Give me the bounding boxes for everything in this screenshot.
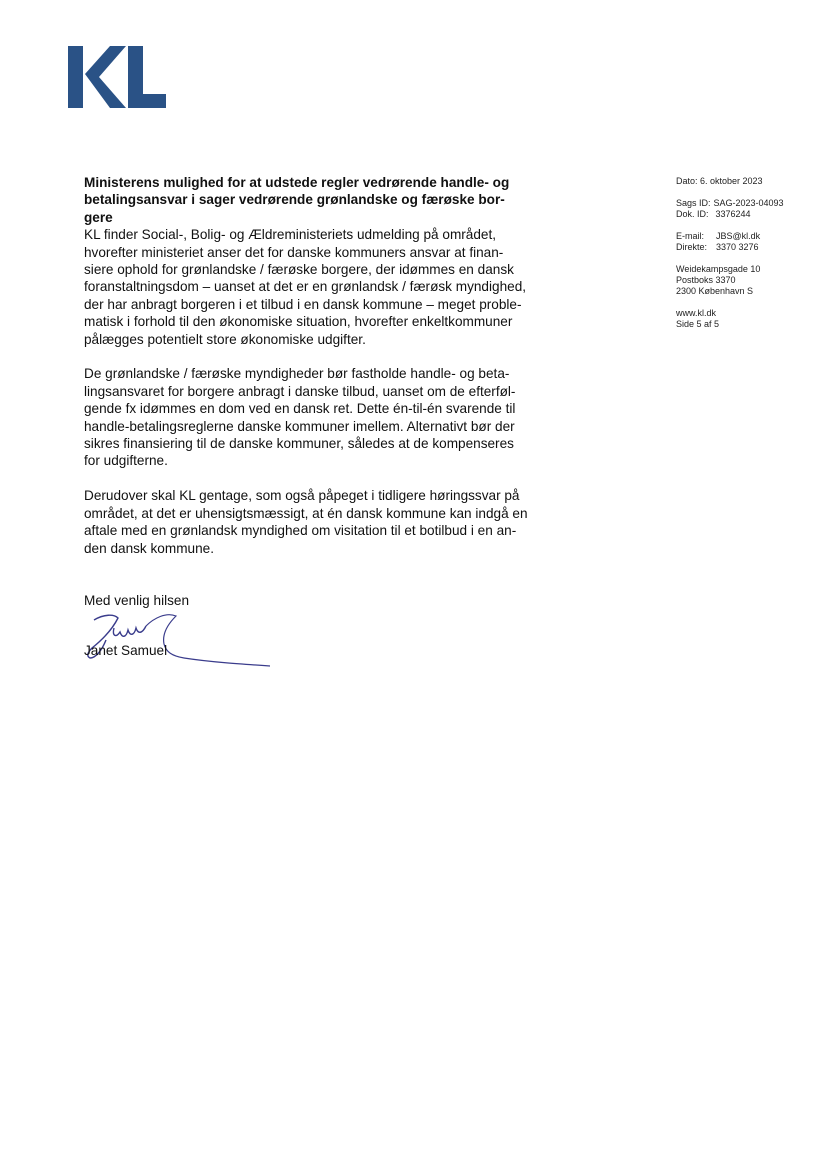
- letter-body: [84, 174, 569, 574]
- text-line: De grønlandske / færøske myndigheder bør fastholde handle- og beta-: [84, 366, 510, 382]
- address-line: 2300 København S: [676, 286, 754, 296]
- title-line: gere: [84, 209, 113, 225]
- sags-id-label: Sags ID:: [676, 198, 711, 208]
- sags-id-value: SAG-2023-04093: [713, 198, 784, 208]
- text-line: matisk i forhold til den økonomiske situation, hvorefter enkeltkommuner: [84, 314, 513, 330]
- direkte-value: 3370 3276: [716, 242, 759, 252]
- website-link[interactable]: www.kl.dk: [676, 308, 717, 318]
- text-line: sikres finansiering til de danske kommuner, således at de kompenseres: [84, 436, 514, 452]
- text-line: for udgifterne.: [84, 453, 168, 469]
- paragraph-3: [84, 487, 569, 557]
- text-line: pålægges potentielt store økonomiske udgifter.: [84, 331, 366, 347]
- email-value[interactable]: JBS@kl.dk: [716, 231, 761, 241]
- kl-logo: [68, 46, 168, 108]
- paragraph-2: [84, 365, 569, 469]
- page-number: Side 5 af 5: [676, 319, 720, 329]
- title-line: Ministerens mulighed for at udstede regler vedrørende handle- og: [84, 175, 510, 190]
- text-line: Derudover skal KL gentage, som også påpeget i tidligere høringssvar på: [84, 488, 520, 504]
- text-line: handle-betalingsreglerne danske kommuner imellem. Alternativt bør der: [84, 418, 515, 434]
- letter-metadata: [676, 176, 816, 341]
- title-line: betalingsansvar i sager vedrørende grønlandske og færøske bor-: [84, 192, 505, 208]
- closing-greeting: Med venlig hilsen: [84, 593, 190, 608]
- text-line: den dansk kommune.: [84, 540, 214, 556]
- text-line: hvorefter ministeriet anser det for danske kommuners ansvar at finan-: [84, 244, 504, 260]
- text-line: siere ophold for grønlandske / færøske borgere, der idømmes en dansk: [84, 262, 514, 278]
- address-line: Postboks 3370: [676, 275, 736, 285]
- text-line: foranstaltningsdom – uanset at det er en grønlandsk / færøsk myndighed,: [84, 279, 527, 295]
- text-line: der har anbragt borgeren i et tilbud i en dansk kommune – meget proble-: [84, 296, 522, 312]
- dok-id-label: Dok. ID:: [676, 209, 709, 219]
- email-label: E-mail:: [676, 231, 705, 241]
- dok-id-value: 3376244: [715, 209, 751, 219]
- text-line: området, at det er uhensigtsmæssigt, at én dansk kommune kan indgå en: [84, 505, 528, 521]
- letter-title: [84, 174, 569, 226]
- signatory-name: Janet Samuel: [84, 643, 168, 658]
- direkte-label: Direkte:: [676, 242, 708, 252]
- text-line: lingsansvaret for borgere anbragt i danske tilbud, uanset om de efterføl-: [84, 383, 516, 399]
- text-line: gende fx idømmes en dom ved en dansk ret. Dette én-til-én svarende til: [84, 401, 516, 417]
- address-line: Weidekampsgade 10: [676, 264, 761, 274]
- handwritten-signature: [80, 606, 280, 672]
- date-text: Dato: 6. oktober 2023: [676, 176, 763, 186]
- text-line: KL finder Social-, Bolig- og Ældreministeriets udmelding på området,: [84, 227, 497, 243]
- paragraph-1: [84, 226, 569, 348]
- text-line: aftale med en grønlandsk myndighed om visitation til et botilbud i en an-: [84, 523, 517, 539]
